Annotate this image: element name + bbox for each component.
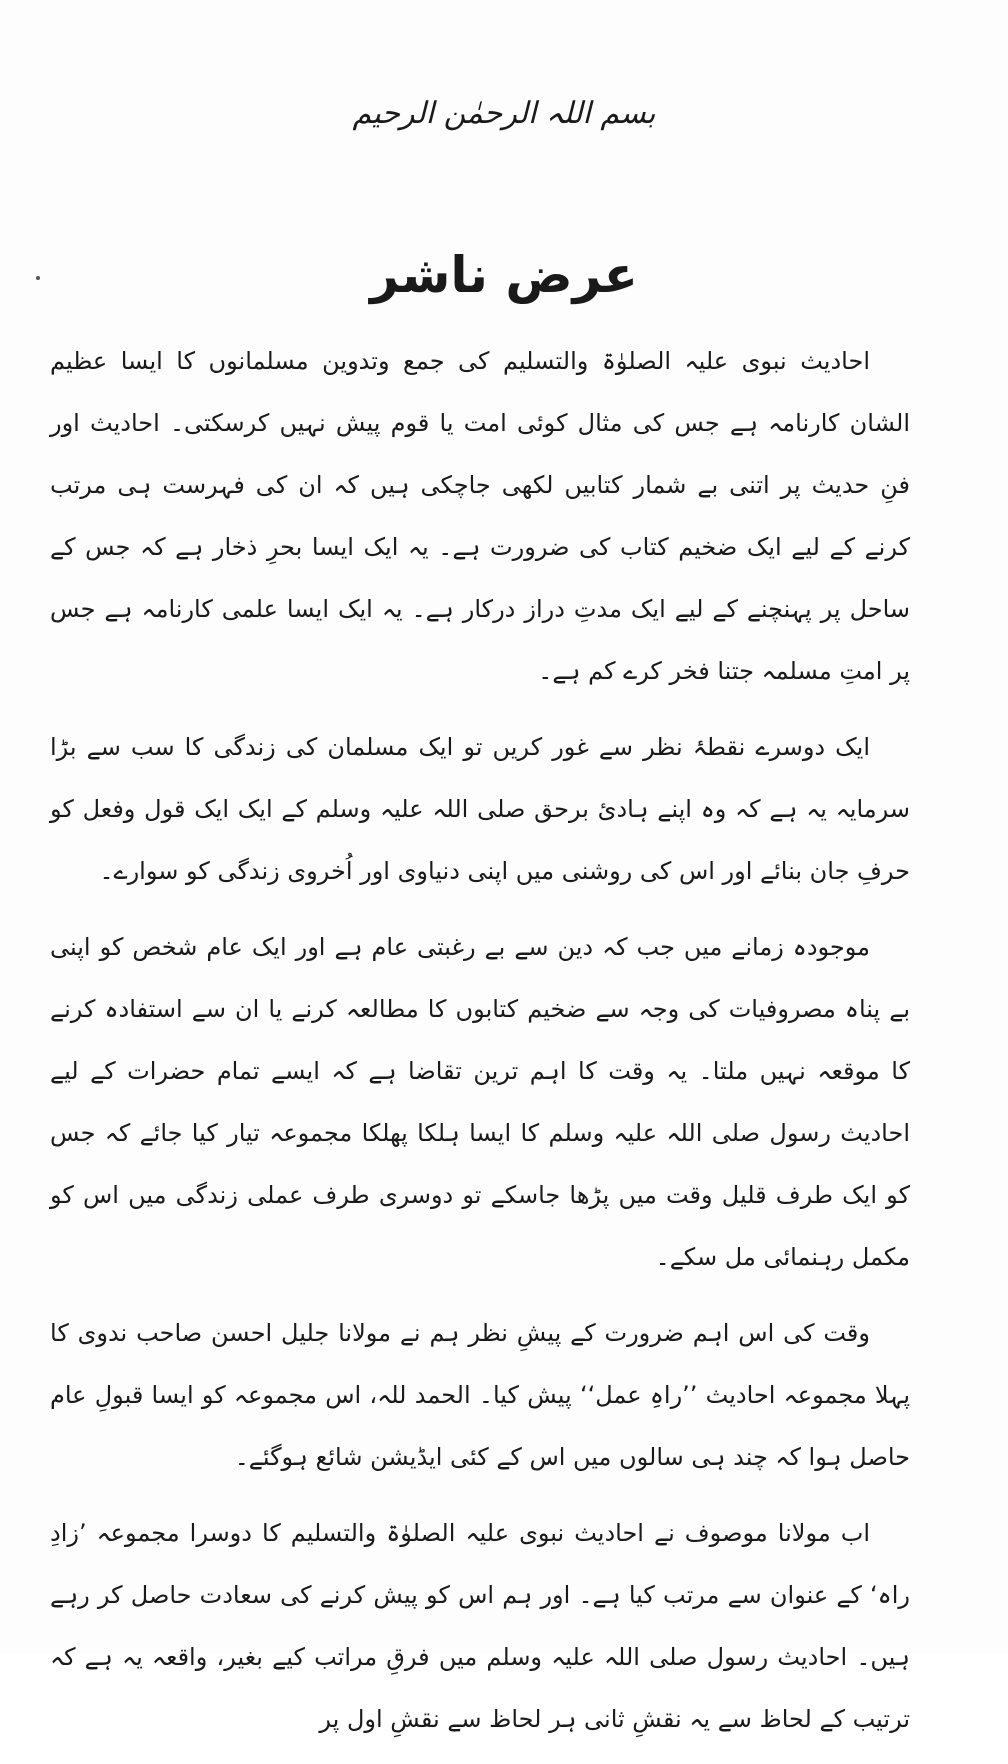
paragraph: احادیث نبوی علیہ الصلوٰۃ والتسلیم کی جمع وتدوین مسلمانوں کا ایسا عظیم الشان کارنامہ ہے جس کی مثال کوئی امت یا قوم پیش نہیں کرسکتی۔ احادیث اور فنِ حدیث پر اتنی بے شمار کتابیں لکھی جاچکی ہیں کہ ان کی فہرست ہی مرتب کرنے کے لیے ایک ضخیم کتاب کی ضرورت ہے۔ یہ ایک ایسا بحرِ ذخار ہے کہ جس کے ساحل پر پہنچنے کے لیے ایک مدتِ دراز درکار ہے۔ یہ ایک ایسا علمی کارنامہ ہے جس پر امتِ مسلمہ جتنا فخر کرے کم ہے۔ [50,347,910,685]
paragraph: اب مولانا موصوف نے احادیث نبوی علیہ الصلوٰۃ والتسلیم کا دوسرا مجموعہ ’زادِ راہ‘ کے عنوان سے مرتب کیا ہے۔ اور ہم اس کو پیش کرنے کی سعادت حاصل کر رہے ہیں۔ احادیث رسول صلی اللہ علیہ وسلم میں فرقِ مراتب کیے بغیر، واقعہ یہ ہے کہ ترتیب کے لحاظ سے یہ نقشِ ثانی ہر لحاظ سے نقشِ اول پر [50,1519,910,1733]
paragraph: وقت کی اس اہم ضرورت کے پیشِ نظر ہم نے مولانا جلیل احسن صاحب ندوی کا پہلا مجموعہ احادیث ’’راہِ عمل‘‘ پیش کیا۔ الحمد للہ، اس مجموعہ کو ایسا قبولِ عام حاصل ہوا کہ چند ہی سالوں میں اس کے کئی ایڈیشن شائع ہوگئے۔ [50,1319,910,1471]
body-text [50,330,910,1764]
page-title: عرض ناشر [370,246,638,304]
paragraph: ایک دوسرے نقطۂ نظر سے غور کریں تو ایک مسلمان کی زندگی کا سب سے بڑا سرمایہ یہ ہے کہ وہ اپنے ہادیٔ برحق صلی اللہ علیہ وسلم کے ایک ایک قول وفعل کو حرفِ جان بنائے اور اس کی روشنی میں اپنی دنیاوی اور اُخروی زندگی کو سوارے۔ [50,733,910,885]
paragraph: موجودہ زمانے میں جب کہ دین سے بے رغبتی عام ہے اور ایک عام شخص کو اپنی بے پناہ مصروفیات کی وجہ سے ضخیم کتابوں کا مطالعہ کرنے یا ان سے استفادہ کرنے کا موقعہ نہیں ملتا۔ یہ وقت کا اہم ترین تقاضا ہے کہ ایسے تمام حضرات کے لیے احادیث رسول صلی اللہ علیہ وسلم کا ایسا ہلکا پھلکا مجموعہ تیار کیا جائے کہ جس کو ایک طرف قلیل وقت میں پڑھا جاسکے تو دوسری طرف عملی زندگی میں اس کو مکمل رہنمائی مل سکے۔ [50,933,910,1271]
bismillah: بسم اللہ الرحمٰن الرحیم [352,96,656,131]
